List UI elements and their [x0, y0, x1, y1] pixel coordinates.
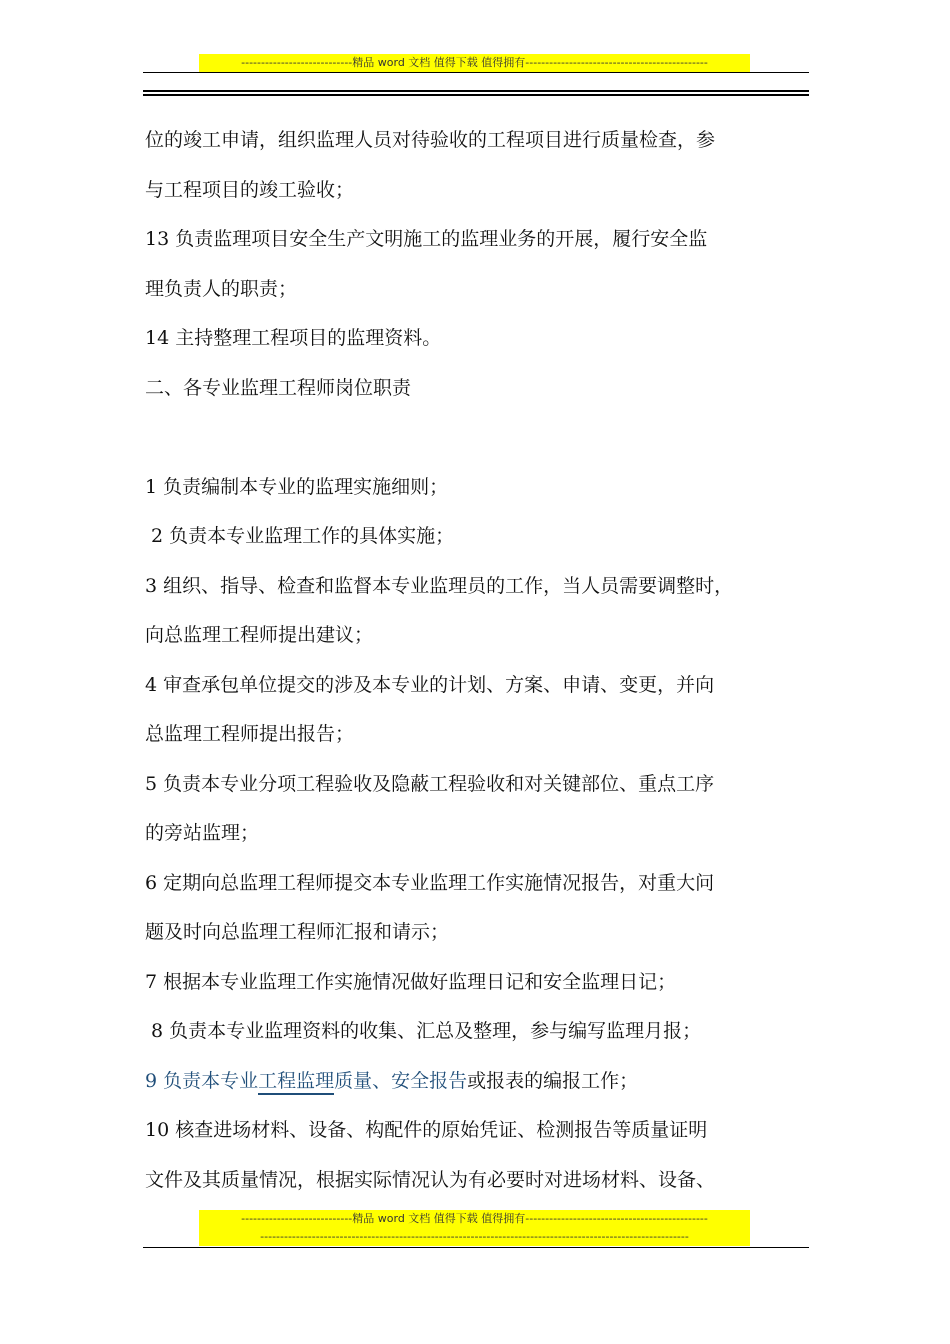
- text-line: 3 组织、指导、检查和监督本专业监理员的工作，当人员需要调整时，: [145, 574, 734, 597]
- hyperlink-engineering-supervision[interactable]: 工程监理: [258, 1070, 334, 1095]
- blank-line: [145, 413, 817, 463]
- text-line: 与工程项目的竣工验收；: [145, 178, 355, 201]
- text-line-highlighted: [145, 1057, 817, 1107]
- text-line: 10 核查进场材料、设备、构配件的原始凭证、检测报告等质量证明: [145, 1119, 708, 1141]
- text-line: 总监理工程师提出报告；: [145, 723, 355, 745]
- footer-banner: [199, 1210, 750, 1246]
- text-line: 向总监理工程师提出建议；: [145, 624, 374, 646]
- text-line: 理负责人的职责；: [145, 277, 298, 300]
- text-line: 14 主持整理工程项目的监理资料。: [145, 327, 442, 349]
- text-line: 题及时向总监理工程师汇报和请示；: [145, 921, 450, 943]
- text-line: 位的竣工申请，组织监理人员对待验收的工程项目进行质量检查，参: [145, 129, 716, 151]
- text-line: 5 负责本专业分项工程验收及隐蔽工程验收和对关键部位、重点工序: [145, 772, 715, 795]
- header-rule-thick-2: [143, 94, 809, 96]
- text-line: 6 定期向总监理工程师提交本专业监理工作实施情况报告，对重大问: [145, 871, 715, 894]
- header-rule-thin: [143, 72, 809, 73]
- text-line: 文件及其质量情况，根据实际情况认为有必要时对进场材料、设备、: [145, 1168, 716, 1191]
- text-line: 13 负责监理项目安全生产文明施工的监理业务的开展，履行安全监: [145, 228, 708, 250]
- document-body: [145, 116, 817, 1205]
- section-heading: 二、各专业监理工程师岗位职责: [145, 376, 412, 399]
- text-line: 1 负责编制本专业的监理实施细则；: [145, 475, 449, 498]
- text-line: 的旁站监理；: [145, 822, 260, 844]
- text-segment: 9 负责本专业: [145, 1069, 259, 1092]
- text-line: 8 负责本专业监理资料的收集、汇总及整理，参与编写监理月报；: [145, 1020, 702, 1042]
- footer-rule: [143, 1247, 809, 1248]
- header-rule-thick-1: [143, 90, 809, 92]
- text-line: 4 审查承包单位提交的涉及本专业的计划、方案、申请、变更，并向: [145, 673, 715, 696]
- text-line: 2 负责本专业监理工作的具体实施；: [145, 525, 455, 547]
- footer-banner-text-2: ------------------------------------------------------------------------------------------------------------: [260, 1230, 689, 1243]
- header-banner: [199, 54, 750, 72]
- text-segment: 或报表的编报工作；: [467, 1069, 639, 1092]
- text-segment: 质量、安全报告: [334, 1069, 468, 1092]
- text-line: 7 根据本专业监理工作实施情况做好监理日记和安全监理日记；: [145, 970, 677, 993]
- footer-banner-text: ----------------------------精品 word 文档 值得下载 值得拥有----------------------------------------------: [241, 1212, 708, 1225]
- header-banner-text: ----------------------------精品 word 文档 值得下载 值得拥有----------------------------------------------: [241, 56, 708, 69]
